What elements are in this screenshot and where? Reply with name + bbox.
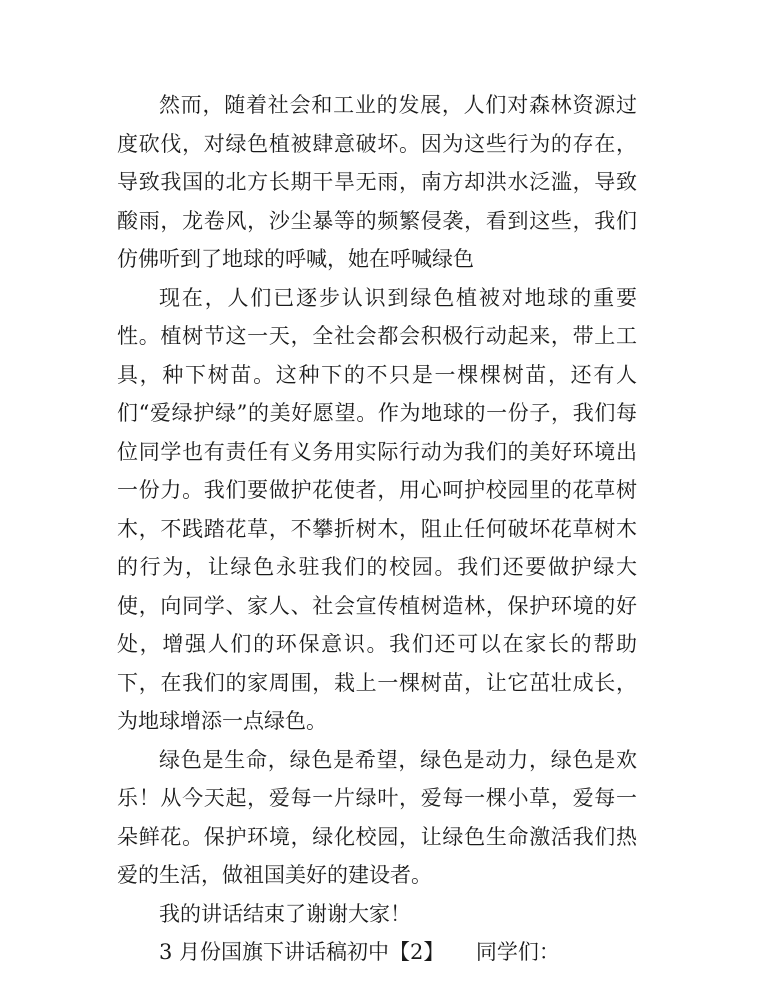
paragraph-1: 然而，随着社会和工业的发展，人们对森林资源过度砍伐，对绿色植被肆意破坏。因为这些行为的存在，导致我国的北方长期干旱无雨，南方却洪水泛滥，导致酸雨，龙卷风，沙尘暴等的频繁侵袭，看到这些，我们仿佛听到了地球的呼喊，她在呼喊绿色 bbox=[117, 93, 637, 271]
document-body bbox=[117, 86, 637, 972]
paragraph-4: 我的讲话结束了谢谢大家！ bbox=[159, 901, 411, 926]
paragraph-2: 现在，人们已逐步认识到绿色植被对地球的重要性。植树节这一天，全社会都会积极行动起来，带上工具，种下树苗。这种下的不只是一棵棵树苗，还有人们“爱绿护绿”的美好愿望。作为地球的一份子，我们每位同学也有责任有义务用实际行动为我们的美好环境出一份力。我们要做护花使者，用心呵护校园里的花草树木，不践踏花草，不攀折树木，阻止任何破坏花草树木的行为，让绿色永驻我们的校园。我们还要做护绿大使，向同学、家人、社会宣传植树造林，保护环境的好处，增强人们的环保意识。我们还可以在家长的帮助下，在我们的家周围，栽上一棵树苗，让它茁壮成长，为地球增添一点绿色。 bbox=[117, 285, 637, 733]
paragraph-3: 绿色是生命，绿色是希望，绿色是动力，绿色是欢乐！从今天起，爱每一片绿叶，爱每一棵小草，爱每一朵鲜花。保护环境，绿化校园，让绿色生命激活我们热爱的生活，做祖国美好的建设者。 bbox=[117, 747, 637, 887]
section-heading-line: 3 月份国旗下讲话稿初中【2】 同学们： bbox=[159, 940, 560, 964]
